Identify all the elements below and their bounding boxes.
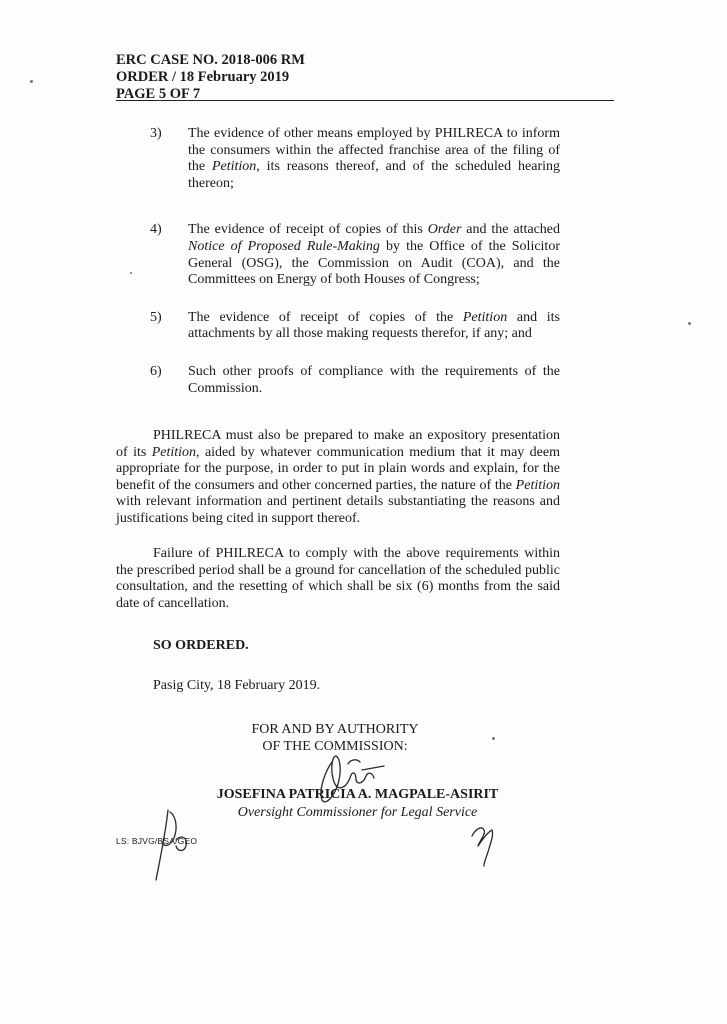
text-run: with relevant information and pertinent details substantiating the reasons and justifications being cited in support thereof. — [116, 494, 560, 526]
signatory-name: JOSEFINA PATRICIA A. MAGPALE-ASIRIT — [216, 787, 499, 802]
page-number: PAGE 5 OF 7 — [116, 86, 201, 102]
expository-paragraph — [116, 428, 560, 528]
item-text — [188, 310, 560, 342]
text-run: Failure of PHILRECA to comply with the above requirements within the prescribed period shall be a ground for cancellation of the scheduled public consultation, and the resetting of which shall be six (6) months from the said date of cancellation. — [116, 546, 560, 611]
place-date: Pasig City, 18 February 2019. — [153, 678, 321, 693]
text-run: by the Office of the Solicitor General (OSG), the Commission on Audit (COA), and the Committees on Energy of both Houses of Congress; — [188, 238, 560, 288]
list-item — [150, 126, 560, 192]
item-number: 6) — [150, 363, 162, 379]
item-number: 4) — [150, 222, 162, 238]
italic-text: Notice of Proposed Rule-Making — [188, 238, 380, 254]
item-number: 5) — [150, 309, 162, 325]
italic-text: Order — [427, 222, 462, 238]
list-item — [150, 364, 560, 397]
italic-text: Petition — [151, 444, 197, 460]
italic-text: Petition — [211, 159, 257, 175]
scan-speck — [130, 272, 132, 274]
item-text — [188, 126, 560, 191]
text-run: , aided by whatever communication medium that it may deem appropriate for the purpose, in order to put in plain words and explain, for the benefit of the consumers and other concerned parties, the nature of the — [116, 444, 561, 493]
text-run: Such other proofs of compliance with the requirements of the Commission. — [188, 363, 560, 396]
so-ordered: SO ORDERED. — [153, 638, 249, 653]
case-number: ERC CASE NO. 2018-006 RM — [116, 52, 305, 68]
document-header — [116, 52, 305, 103]
list-item — [150, 310, 560, 343]
initial-mark-icon — [472, 828, 493, 866]
scan-speck — [688, 322, 691, 325]
item-text — [188, 222, 560, 287]
text-run: PHILRECA must also be prepared to make an expository presentation of its — [116, 428, 560, 460]
authority-line: FOR AND BY AUTHORITY — [251, 722, 419, 737]
text-run: The evidence of other means employed by PHILRECA to inform the consumers within the affected franchise area of the filing of the — [188, 126, 560, 175]
text-run: The evidence of receipt of copies of this — [188, 222, 428, 238]
list-item — [150, 222, 560, 288]
scan-speck — [492, 737, 495, 740]
signatory-title: Oversight Commissioner for Legal Service — [237, 805, 478, 820]
text-run: and the attached — [461, 222, 561, 238]
italic-text: Petition — [515, 477, 560, 493]
italic-text: Petition — [462, 309, 508, 325]
authority-line: OF THE COMMISSION: — [262, 738, 408, 754]
authority-block — [230, 722, 440, 755]
text-run: , its reasons thereof, and of the scheduled hearing thereon; — [188, 159, 560, 191]
scan-speck — [30, 80, 33, 83]
order-date: ORDER / 18 February 2019 — [116, 69, 290, 85]
text-run: and its attachments by all those making requests therefor, if any; and — [188, 309, 560, 342]
staff-initials: LS: BJVG/BSA/GEO — [116, 836, 198, 846]
item-number: 3) — [150, 126, 162, 141]
header-divider — [116, 100, 614, 101]
failure-paragraph — [116, 546, 560, 612]
item-text — [188, 364, 560, 396]
requirements-list — [150, 126, 560, 397]
text-run: The evidence of receipt of copies of the — [188, 309, 463, 325]
